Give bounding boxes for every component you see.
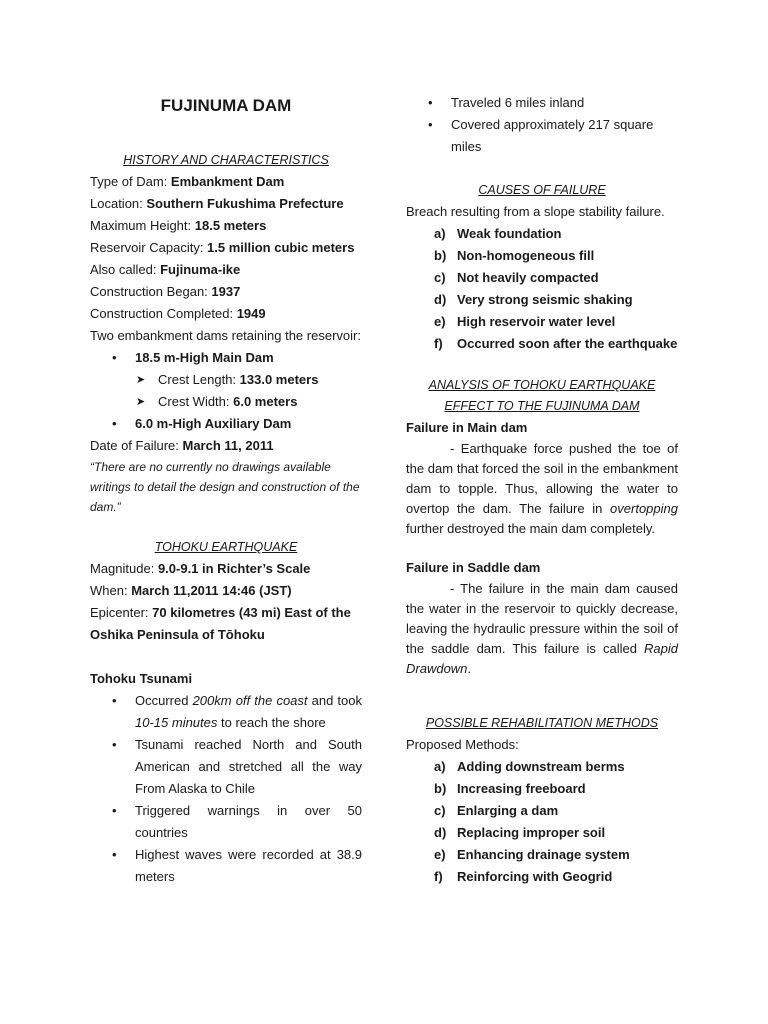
- causes-intro: Breach resulting from a slope stability failure.: [406, 204, 665, 219]
- tsunami-item: • Tsunami reached North and South American and stretched all the way From Alaska to Chile: [90, 734, 362, 800]
- spacer: [406, 539, 678, 557]
- field-type: Type of Dam: Embankment Dam: [90, 174, 285, 189]
- history-heading: HISTORY AND CHARACTERISTICS: [123, 153, 329, 167]
- when: When: March 11,2011 14:46 (JST): [90, 583, 292, 598]
- tsunami-item: • Occurred 200km off the coast and took 10-15 minutes to reach the shore: [90, 690, 362, 734]
- rehab-intro: Proposed Methods:: [406, 737, 519, 752]
- area-bullet: • Covered approximately 217 square miles: [406, 114, 678, 158]
- method-item: a) Adding downstream berms: [434, 759, 625, 774]
- cause-item: a) Weak foundation: [434, 226, 562, 241]
- cause-item: e) High reservoir water level: [434, 314, 616, 329]
- cause-item: b) Non-homogeneous fill: [434, 248, 595, 263]
- cause-item: f) Occurred soon after the earthquake: [434, 336, 678, 351]
- tsunami-item: • Triggered warnings in over 50 countries: [90, 800, 362, 844]
- main-fail-heading: Failure in Main dam: [406, 420, 528, 435]
- failure-date: Date of Failure: March 11, 2011: [90, 438, 274, 453]
- tsunami-item: • Highest waves were recorded at 38.9 meters: [90, 844, 362, 888]
- causes-heading: CAUSES OF FAILURE: [478, 183, 606, 197]
- crest-length-item: ➤ Crest Length: 133.0 meters: [90, 369, 362, 391]
- crest-width-item: ➤ Crest Width: 6.0 meters: [90, 391, 362, 413]
- field-construction-completed: Construction Completed: 1949: [90, 306, 266, 321]
- saddle-fail-text: - The failure in the main dam caused the water in the reservoir to quickly decrease, leaving the hydraulic pressure within the soil of the saddle dam. This failure is called Rapid Drawdown.: [406, 581, 678, 676]
- method-item: e) Enhancing drainage system: [434, 847, 630, 862]
- field-construction-began: Construction Began: 1937: [90, 284, 241, 299]
- method-item: d) Replacing improper soil: [434, 825, 606, 840]
- drawings-quote: “There are no currently no drawings available writings to detail the design and construction of the dam.”: [90, 460, 360, 514]
- cause-item: d) Very strong seismic shaking: [434, 292, 633, 307]
- spacer: [406, 355, 678, 375]
- aux-dam-bullet: • 6.0 m-High Auxiliary Dam: [90, 413, 362, 435]
- cause-item: c) Not heavily compacted: [434, 270, 599, 285]
- spacer: [406, 679, 678, 713]
- analysis-heading: ANALYSIS OF TOHOKU EARTHQUAKE EFFECT TO THE FUJINUMA DAM: [428, 378, 656, 413]
- method-item: f) Reinforcing with Geogrid: [434, 869, 613, 884]
- main-fail-text: - Earthquake force pushed the toe of the dam that forced the soil in the embankment dam to topple. Thus, allowing the water to overtop the dam. The failure in overtopping further destroyed the main dam completely.: [406, 441, 678, 536]
- magnitude: Magnitude: 9.0-9.1 in Richter’s Scale: [90, 561, 311, 576]
- field-location: Location: Southern Fukushima Prefecture: [90, 196, 344, 211]
- inland-bullet: • Traveled 6 miles inland: [406, 92, 678, 114]
- spacer: [406, 158, 678, 180]
- field-max-height: Maximum Height: 18.5 meters: [90, 218, 267, 233]
- left-body: [90, 150, 362, 888]
- saddle-fail-heading: Failure in Saddle dam: [406, 560, 541, 575]
- document-title: FUJINUMA DAM: [160, 96, 292, 115]
- spacer: [90, 646, 362, 668]
- main-dam-bullet: • 18.5 m-High Main Dam: [90, 347, 362, 369]
- right-body: [406, 92, 678, 888]
- tsunami-heading: Tohoku Tsunami: [90, 671, 193, 686]
- spacer: [90, 517, 362, 537]
- rehab-heading: POSSIBLE REHABILITATION METHODS: [425, 716, 659, 730]
- epicenter: Epicenter: 70 kilometres (43 mi) East of the Oshika Peninsula of Tōhoku: [90, 605, 351, 642]
- tohoku-heading: TOHOKU EARTHQUAKE: [154, 540, 298, 554]
- method-item: b) Increasing freeboard: [434, 781, 586, 796]
- method-item: c) Enlarging a dam: [434, 803, 559, 818]
- field-reservoir: Reservoir Capacity: 1.5 million cubic meters: [90, 240, 355, 255]
- field-also-called: Also called: Fujinuma-ike: [90, 262, 241, 277]
- embankment-intro: Two embankment dams retaining the reservoir:: [90, 328, 361, 343]
